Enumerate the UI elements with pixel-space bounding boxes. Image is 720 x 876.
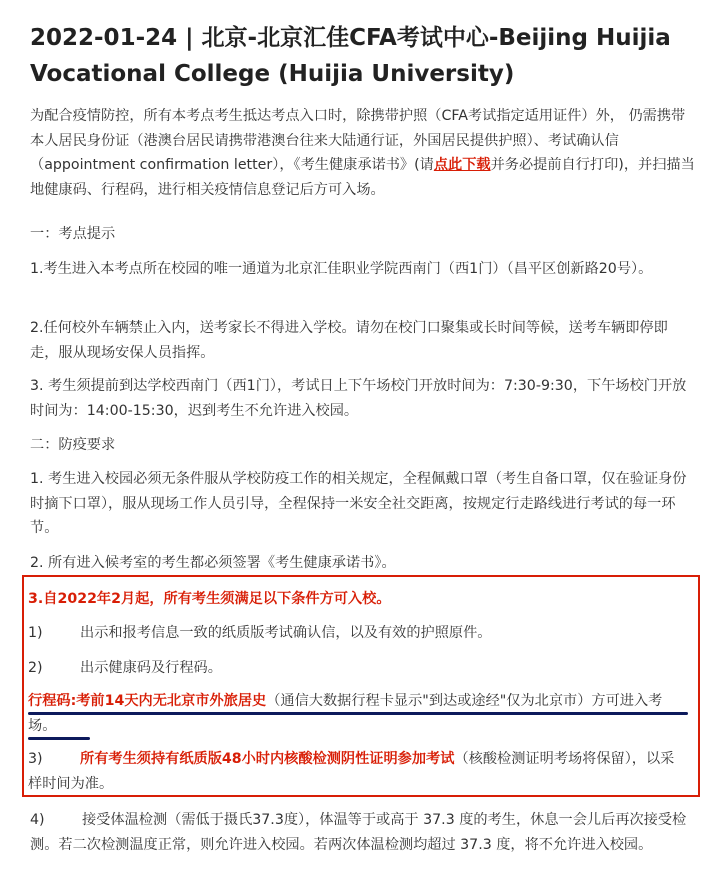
item-number: 1) xyxy=(28,625,43,641)
item-number: 3) xyxy=(28,751,43,767)
page-title: 2022-01-24 | 北京-北京汇佳CFA考试中心-Beijing Huijia Vocational College (Huijia University) xyxy=(30,25,671,87)
trip-code-requirement: 行程码:考前14天内无北京市外旅居史 xyxy=(28,693,267,709)
intro-text: 为配合疫情防控，所有本考点考生抵达考点入口时，除携带护照（CFA考试指定适用证件）外， 仍需携带本人居民身份证（港澳台居民请携带港澳台往来大陆通行证，外国居民提供护照）、考试确认信（appointment confirmation letter），《考生健康承诺书》(请 xyxy=(30,108,686,173)
section1-item-2: 2.任何校外车辆禁止入内，送考家长不得进入学校。请勿在校门口聚集或长时间等候，送考车辆即停即走，服从现场安保人员指挥。 xyxy=(30,320,668,361)
nucleic-test-detail: （核酸检测证明考场将保留），以采样时间为准。 xyxy=(28,751,675,792)
hand-underline xyxy=(28,737,90,740)
section2-item-1: 1. 考生进入校园必须无条件服从学校防疫工作的相关规定，全程佩戴口罩（考生自备口罩，仅在验证身份时摘下口罩），服从现场工作人员引导，全程保持一米安全社交距离，按规定行走路线进行考试的每一环节。 xyxy=(30,471,687,536)
boxed-heading: 3.自2022年2月起，所有考生须满足以下条件方可入校。 xyxy=(28,591,391,607)
section2-heading: 二：防疫要求 xyxy=(30,437,116,453)
hand-underline xyxy=(28,712,688,715)
boxed-item-3 xyxy=(28,747,678,796)
download-link[interactable]: 点此下载 xyxy=(433,157,491,173)
nucleic-test-requirement: 所有考生须持有纸质版48小时内核酸检测阴性证明参加考试 xyxy=(80,751,455,767)
intro-text-end: 并务必提前自行打印)，并扫描当地健康码、行程码，进行相关疫情信息登记后方可入场。 xyxy=(30,157,695,198)
item-number: 2) xyxy=(28,660,43,676)
section2-item-2: 2. 所有进入候考室的考生都必须签署《考生健康承诺书》。 xyxy=(30,555,396,571)
boxed-item-2 xyxy=(28,656,678,681)
section1-item-1: 1.考生进入本考点所在校园的唯一通道为北京汇佳职业学院西南门（西1门）（昌平区创新路20号）。 xyxy=(30,261,653,277)
item-number: 4) xyxy=(30,812,45,828)
item-text: 出示和报考信息一致的纸质版考试确认信，以及有效的护照原件。 xyxy=(80,625,492,641)
item-text: 接受体温检测（需低于摄氏37.3度），体温等于或高于 37.3 度的考生，休息一会儿后再次接受检测。若二次检测温度正常，则允许进入校园。若两次体温检测均超过 37.3 度，将不允许进入校园。 xyxy=(30,812,687,853)
item-text: 出示健康码及行程码。 xyxy=(80,660,222,676)
highlight-box xyxy=(22,575,700,797)
intro-paragraph xyxy=(30,104,696,202)
section1-item-3: 3. 考生须提前到达学校西南门（西1门），考试日上下午场校门开放时间为：7:30-9:30，下午场校门开放时间为：14:00-15:30，迟到考生不允许进入校园。 xyxy=(30,378,687,419)
trip-code-detail: （通信大数据行程卡显示"到达或途经"仅为北京市）方可进入考场。 xyxy=(28,693,663,734)
boxed-item-1 xyxy=(28,621,678,646)
item-4 xyxy=(30,808,696,857)
section1-heading: 一：考点提示 xyxy=(30,226,116,242)
